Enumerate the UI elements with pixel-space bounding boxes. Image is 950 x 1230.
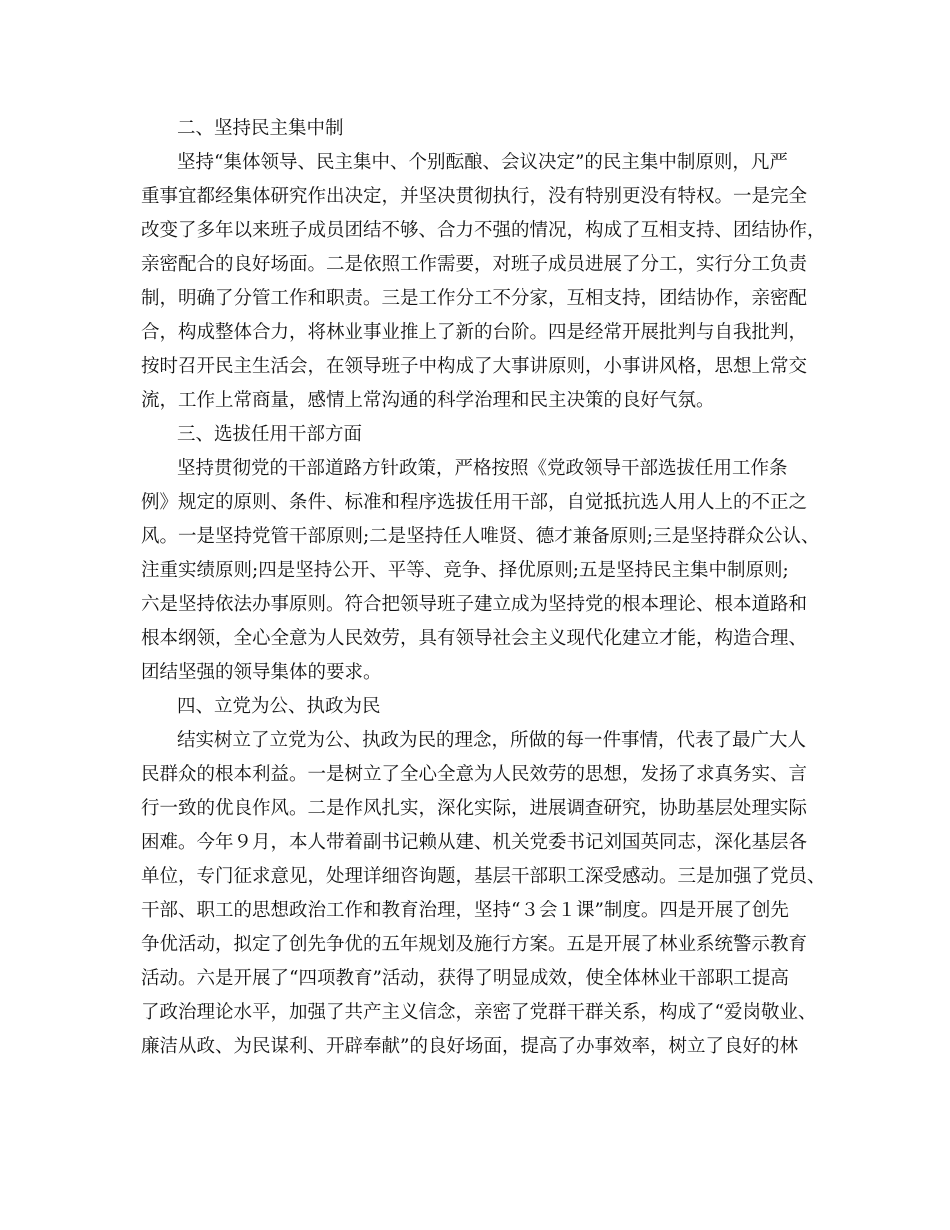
paragraph-line: 了政治理论水平，加强了共产主义信念，亲密了党群干群关系，构成了“爱岗敬业、 xyxy=(141,1002,817,1023)
section-heading: 三、选拔任用干部方面 xyxy=(177,424,363,445)
paragraph-line: 争优活动，拟定了创先争优的五年规划及施行方案。五是开展了林业系统警示教育 xyxy=(141,934,808,955)
paragraph-line: 改变了多年以来班子成员团结不够、合力不强的情况，构成了互相支持、团结协作， xyxy=(141,220,826,241)
paragraph-line: 坚持贯彻党的干部道路方针政策，严格按照《党政领导干部选拔任用工作条 xyxy=(177,458,788,479)
paragraph-line: 流，工作上常商量，感情上常沟通的科学治理和民主决策的良好气氛。 xyxy=(141,390,715,411)
paragraph-line: 注重实绩原则;四是坚持公开、平等、竞争、择优原则;五是坚持民主集中制原则; xyxy=(141,560,789,581)
section-heading: 四、立党为公、执政为民 xyxy=(177,696,381,717)
paragraph-line: 例》规定的原则、条件、标准和程序选拔任用干部，自觉抵抗选人用人上的不正之 xyxy=(141,492,808,513)
paragraph-line: 制，明确了分管工作和职责。三是工作分工不分家，互相支持，团结协作，亲密配 xyxy=(141,288,808,309)
paragraph-line: 单位，专门征求意见，处理详细咨询题，基层干部职工深受感动。三是加强了党员、 xyxy=(141,866,826,887)
paragraph-line: 亲密配合的良好场面。二是依照工作需要，对班子成员进展了分工，实行分工负责 xyxy=(141,254,808,275)
paragraph-line: 廉洁从政、为民谋利、开辟奉献”的良好场面，提高了办事效率，树立了良好的林 xyxy=(141,1036,798,1057)
paragraph-line: 合，构成整体合力，将林业事业推上了新的台阶。四是经常开展批判与自我批判， xyxy=(141,322,808,343)
paragraph-line: 重事宜都经集体研究作出决定，并坚决贯彻执行，没有特别更没有特权。一是完全 xyxy=(141,186,808,207)
paragraph-line: 困难。今年９月，本人带着副书记赖从建、机关党委书记刘国英同志，深化基层各 xyxy=(141,832,808,853)
paragraph-line: 团结坚强的领导集体的要求。 xyxy=(141,662,382,683)
section-heading: 二、坚持民主集中制 xyxy=(177,118,344,139)
paragraph-line: 风。一是坚持党管干部原则;二是坚持任人唯贤、德才兼备原则;三是坚持群众公认、 xyxy=(141,526,820,547)
paragraph-line: 结实树立了立党为公、执政为民的理念，所做的每一件事情，代表了最广大人 xyxy=(177,730,807,751)
paragraph-line: 六是坚持依法办事原则。符合把领导班子建立成为坚持党的根本理论、根本道路和 xyxy=(141,594,808,615)
paragraph-line: 活动。六是开展了“四项教育”活动，获得了明显成效，使全体林业干部职工提高 xyxy=(141,968,789,989)
paragraph-line: 按时召开民主生活会，在领导班子中构成了大事讲原则，小事讲风格，思想上常交 xyxy=(141,356,808,377)
paragraph-line: 民群众的根本利益。一是树立了全心全意为人民效劳的思想，发扬了求真务实、言 xyxy=(141,764,808,785)
paragraph-line: 干部、职工的思想政治工作和教育治理，坚持“３会１课”制度。四是开展了创先 xyxy=(141,900,789,921)
paragraph-line: 根本纲领，全心全意为人民效劳，具有领导社会主义现代化建立才能，构造合理、 xyxy=(141,628,808,649)
paragraph-line: 行一致的优良作风。二是作风扎实，深化实际，进展调查研究，协助基层处理实际 xyxy=(141,798,808,819)
paragraph-line: 坚持“集体领导、民主集中、个别酝酿、会议决定”的民主集中制原则，凡严 xyxy=(177,152,788,173)
